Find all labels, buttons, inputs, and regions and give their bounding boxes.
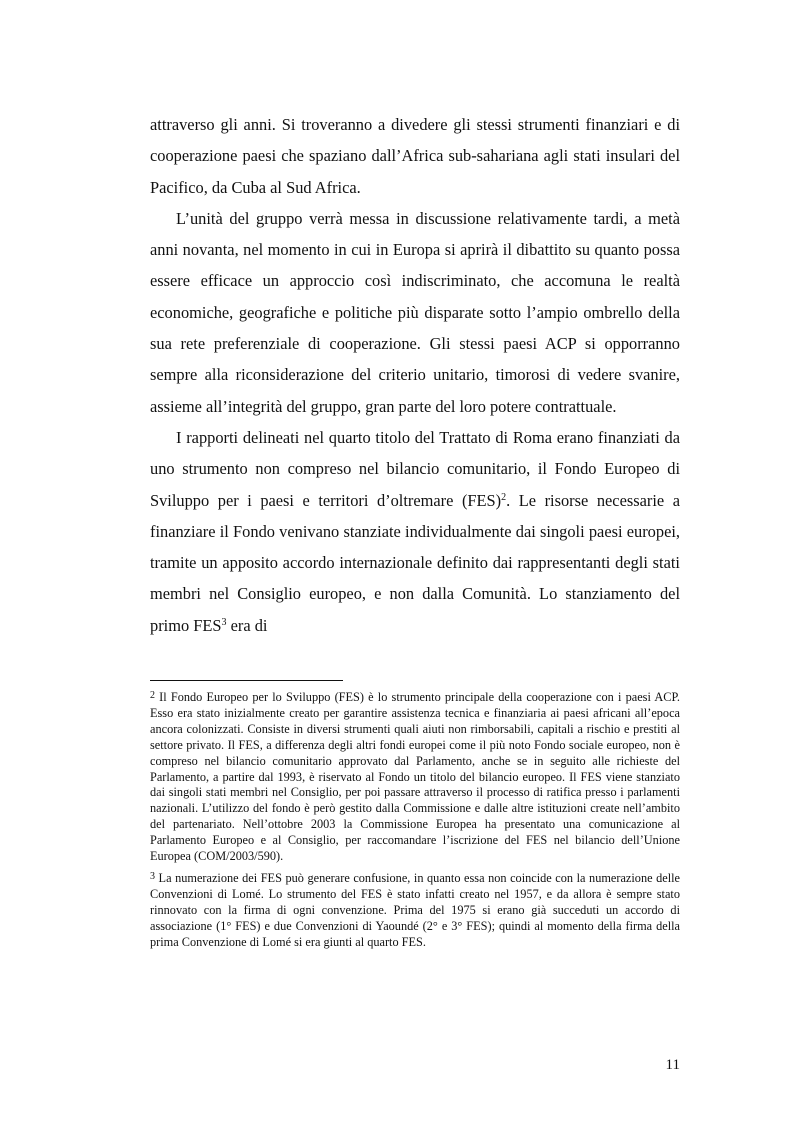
footnote-text: Il Fondo Europeo per lo Sviluppo (FES) è lo strumento principale della cooperazione con i paesi ACP. Esso era stato inizialmente creato per garantire assistenza tecnica e finanziaria ai paesi africani all’epoca ancora colonizzati. Consiste in diversi strumenti quali aiuti non rimborsabili, capitali a rischio e prestiti al settore privato. Il FES, a differenza degli altri fondi europei come il più noto Fondo sociale europeo, non è compreso nel bilancio comunitario approvato dal Parlamento, anche se in seguito alle richieste del Parlamento, a partire dal 1993, è riservato al Fondo un titolo del bilancio europeo. Il FES viene stanziato dai singoli stati membri nel Consiglio, per poi passare attraverso il processo di ratifica presso i parlamenti nazionali. L’utilizzo del fondo è però gestito dalla Commissione e dalle altre istituzioni create nell’ambito del partenariato. Nell’ottobre 2003 la Commissione Europea ha presentato una comunicazione al Parlamento Europeo e al Consiglio, per raccomandare l’iscrizione del FES nel bilancio dell’Unione Europea (COM/2003/590). bbox=[150, 690, 680, 864]
main-text bbox=[150, 109, 680, 641]
paragraph-1: attraverso gli anni. Si troveranno a divedere gli stessi strumenti finanziari e di cooperazione paesi che spaziano dall’Africa sub-sahariana agli stati insulari del Pacifico, da Cuba al Sud Africa. bbox=[150, 115, 680, 197]
footnote-text: La numerazione dei FES può generare confusione, in quanto essa non coincide con la numerazione delle Convenzioni di Lomé. Lo strumento del FES è stato infatti creato nel 1957, e da allora è sempre stato rinnovato con la firma di ogni convenzione. Prima del 1975 si erano già succeduti un accordo di associazione (1° FES) e due Convenzioni di Yaoundé (2° e 3° FES); quindi al momento della firma della prima Convenzione di Lomé si era giunti al quarto FES. bbox=[150, 870, 680, 949]
footnote-reference-2[interactable]: 2 bbox=[501, 491, 507, 503]
paragraph-2: L’unità del gruppo verrà messa in discussione relativamente tardi, a metà anni novanta, nel momento in cui in Europa si aprirà il dibattito su quanto possa essere efficace un approccio così indiscriminato, che accomuna le realtà economiche, geografiche e politiche più disparate sotto l’ampio ombrello della sua rete preferenziale di cooperazione. Gli stessi paesi ACP si opporranno sempre alla riconsiderazione del criterio unitario, timorosi di vedere svanire, assieme all’integrità del gruppo, gran parte del loro potere contrattuale. bbox=[150, 208, 680, 416]
footnotes bbox=[150, 690, 680, 957]
footnote-3 bbox=[150, 871, 680, 951]
footnote-2 bbox=[150, 690, 680, 865]
paragraph-3-part-c: era di bbox=[226, 615, 268, 635]
footnote-reference-3[interactable]: 3 bbox=[221, 616, 227, 628]
page-number: 11 bbox=[665, 1057, 680, 1073]
paragraph-3-part-a: I rapporti delineati nel quarto titolo del Trattato di Roma erano finanziati da uno strumento non compreso nel bilancio comunitario, il Fondo Europeo di Sviluppo per i paesi e territori d’oltremare (FES) bbox=[150, 427, 680, 510]
footnote-separator bbox=[150, 680, 343, 681]
footnote-mark: 3 bbox=[150, 870, 155, 882]
footnote-mark: 2 bbox=[150, 690, 155, 701]
paragraph-3 bbox=[150, 422, 680, 641]
paragraph-3-part-b: . Le risorse necessarie a finanziare il Fondo venivano stanziate individualmente dai singoli paesi europei, tramite un apposito accordo internazionale definito dai rappresentanti degli stati membri nel Consiglio europeo, e non dalla Comunità. Lo stanziamento del primo FES bbox=[150, 490, 680, 635]
